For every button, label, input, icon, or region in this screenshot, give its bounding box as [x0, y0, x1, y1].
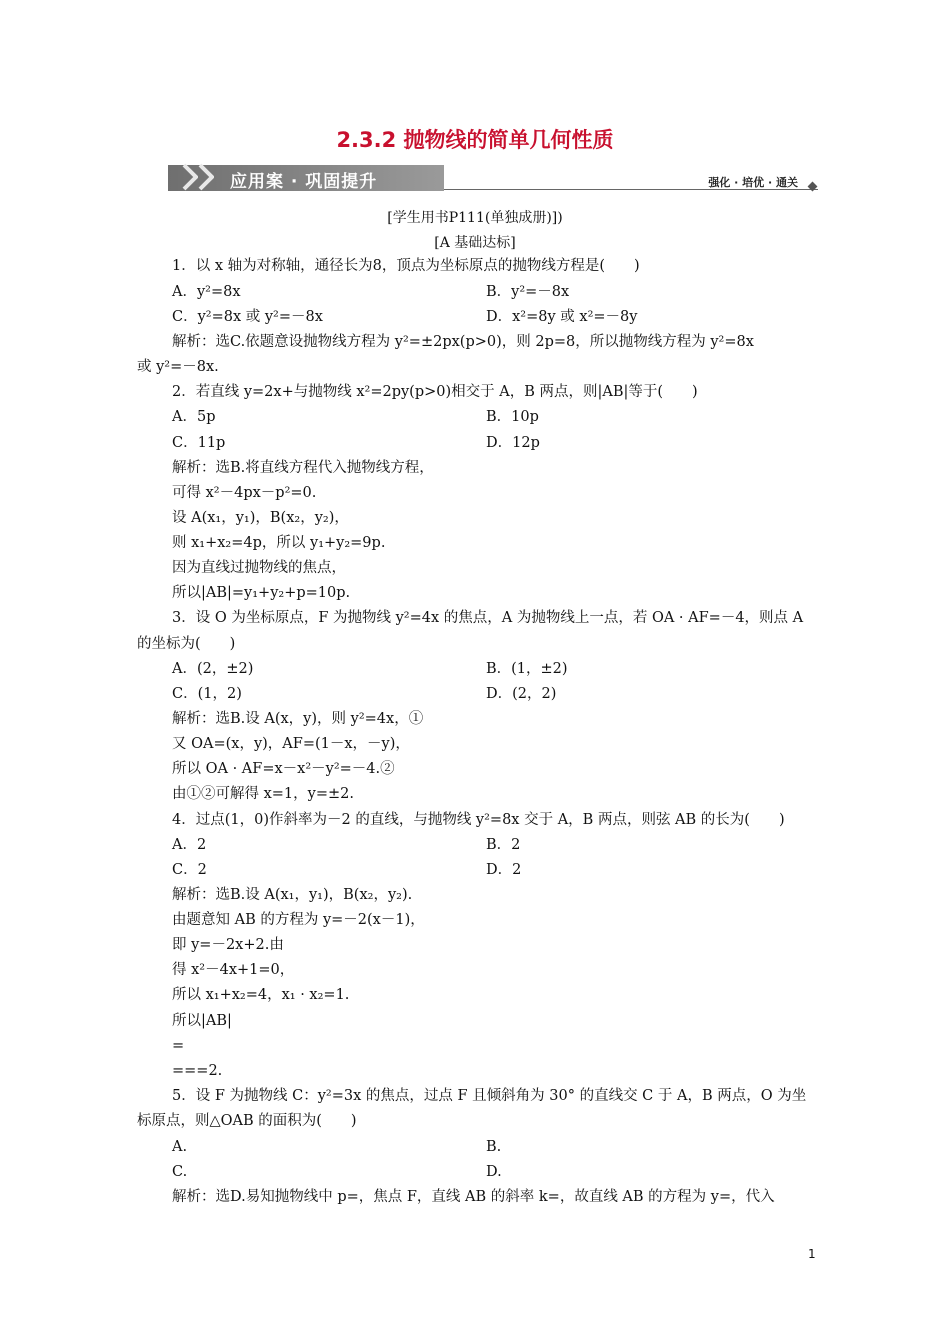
text-line: 因为直线过抛物线的焦点， — [172, 560, 346, 576]
text-line: 由①②可解得 x=1，y=±2. — [172, 786, 354, 802]
text-line: = — [172, 1038, 185, 1054]
option-b: B. — [486, 1139, 502, 1155]
text-line: 则 x₁+x₂=4p，所以 y₁+y₂=9p. — [172, 535, 386, 551]
banner-title: 应用案 · 巩固提升 — [230, 172, 378, 192]
chevron-right-icon — [182, 163, 198, 191]
option-c: C．2 — [172, 862, 207, 878]
text-line: 2．若直线 y=2x+与抛物线 x²=2py(p>0)相交于 A，B 两点，则|AB|等于( ) — [172, 384, 698, 400]
option-d: D．2 — [486, 862, 522, 878]
option-c: C．11p — [172, 435, 226, 451]
chevron-right-icon — [198, 163, 214, 191]
text-line: 所以 OA · AF=x－x²－y²=－4.② — [172, 761, 395, 777]
text-line: 又 OA=(x，y)，AF=(1－x，－y)， — [172, 736, 410, 752]
option-d: D．(2，2) — [486, 686, 557, 702]
text-line: 4．过点(1，0)作斜率为－2 的直线，与抛物线 y²=8x 交于 A，B 两点，则弦 AB 的长为( ) — [172, 812, 785, 828]
text-line: ===2. — [172, 1063, 223, 1079]
banner-tagline: 强化 · 培优 · 通关 — [708, 176, 798, 189]
text-line: 所以 x₁+x₂=4，x₁ · x₂=1. — [172, 987, 350, 1003]
page-title: 2.3.2 抛物线的简单几何性质 — [336, 128, 614, 152]
text-line: 由题意知 AB 的方程为 y=－2(x－1)， — [172, 912, 425, 928]
text-line: 解析：选D.易知抛物线中 p=，焦点 F，直线 AB 的斜率 k=，故直线 AB 的方程为 y=，代入 — [172, 1189, 775, 1205]
subheader-level: [A 基础达标] — [434, 235, 516, 251]
text-line: 即 y=－2x+2.由 — [172, 937, 284, 953]
option-a: A．y²=8x — [172, 284, 241, 300]
option-d: D．x²=8y 或 x²=－8y — [486, 309, 638, 325]
option-b: B．(1，±2) — [486, 661, 568, 677]
text-line: 解析：选B.设 A(x，y)，则 y²=4x，① — [172, 711, 424, 727]
text-line: 得 x²－4x+1=0， — [172, 962, 295, 978]
text-line: 或 y²=－8x. — [137, 359, 219, 375]
option-a: A．2 — [172, 837, 207, 853]
option-b: B．10p — [486, 409, 539, 425]
text-line: 标原点，则△OAB 的面积为( ) — [137, 1113, 357, 1129]
text-line: 解析：选C.依题意设抛物线方程为 y²=±2px(p>0)，则 2p=8，所以抛物线方程为 y²=8x — [172, 334, 754, 350]
text-line: 解析：选B.将直线方程代入抛物线方程， — [172, 460, 434, 476]
option-a: A．(2，±2) — [172, 661, 254, 677]
option-a: A．5p — [172, 409, 216, 425]
option-c: C．(1，2) — [172, 686, 242, 702]
option-b: B．y²=－8x — [486, 284, 570, 300]
text-line: 设 A(x₁，y₁)，B(x₂，y₂)， — [172, 510, 349, 526]
option-d: D. — [486, 1164, 502, 1180]
subheader-source: [学生用书P111(单独成册)]) — [387, 210, 563, 226]
text-line: 所以|AB| — [172, 1013, 232, 1029]
text-line: 1．以 x 轴为对称轴，通径长为8，顶点为坐标原点的抛物线方程是( ) — [172, 258, 640, 274]
option-a: A. — [172, 1139, 188, 1155]
text-line: 5．设 F 为抛物线 C：y²=3x 的焦点，过点 F 且倾斜角为 30° 的直线交 C 于 A，B 两点，O 为坐 — [172, 1088, 807, 1104]
option-c: C．y²=8x 或 y²=－8x — [172, 309, 323, 325]
text-line: 可得 x²－4px－p²=0. — [172, 485, 317, 501]
option-b: B．2 — [486, 837, 521, 853]
section-banner — [168, 161, 818, 193]
text-line: 的坐标为( ) — [137, 636, 236, 652]
option-c: C. — [172, 1164, 188, 1180]
page-number: 1 — [808, 1247, 816, 1261]
option-d: D．12p — [486, 435, 540, 451]
text-line: 3．设 O 为坐标原点，F 为抛物线 y²=4x 的焦点，A 为抛物线上一点，若 OA · AF=－4，则点 A — [172, 610, 804, 626]
text-line: 解析：选B.设 A(x₁，y₁)，B(x₂，y₂). — [172, 887, 413, 903]
text-line: 所以|AB|=y₁+y₂+p=10p. — [172, 585, 351, 601]
